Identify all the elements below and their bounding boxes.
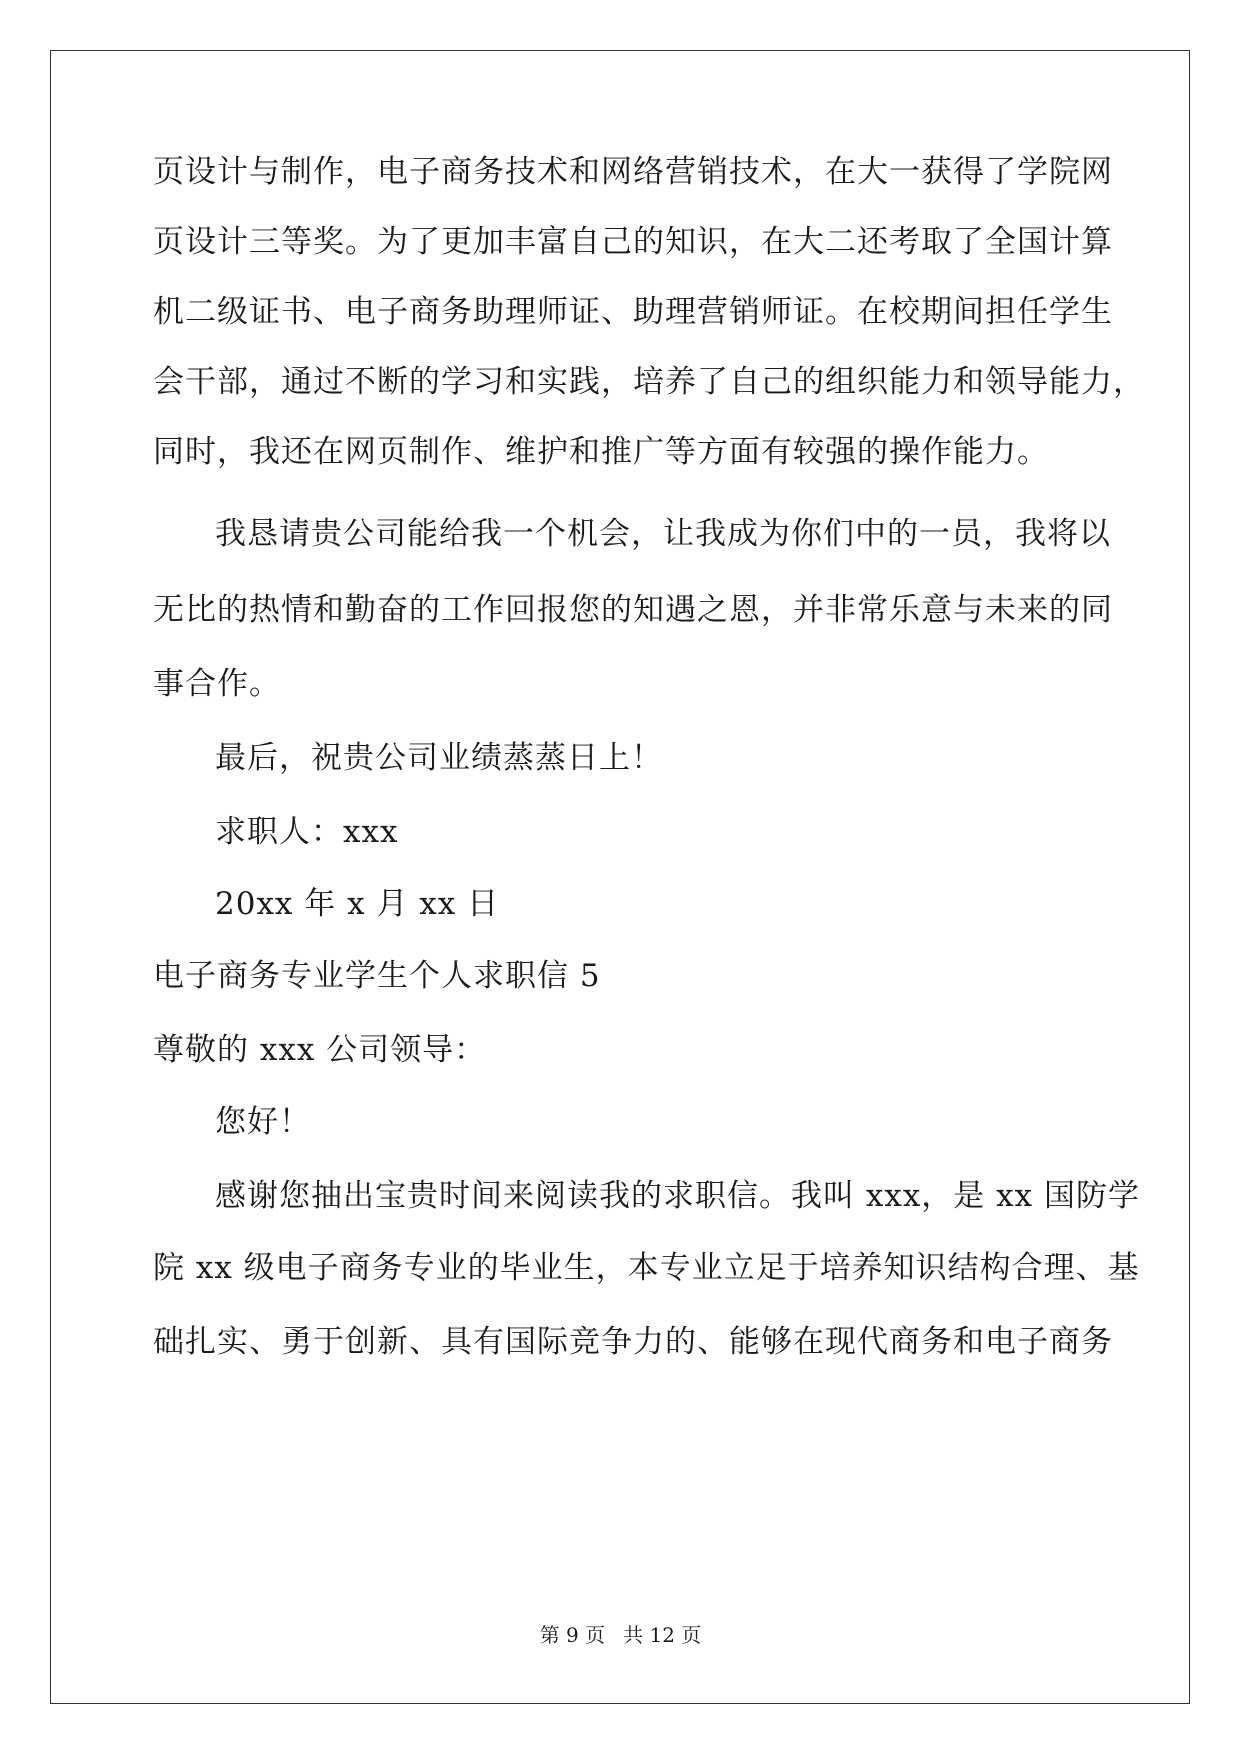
text-line: 机二级证书、电子商务助理师证、助理营销师证。在校期间担任学生 [153, 294, 1113, 330]
text-line: 感谢您抽出宝贵时间来阅读我的求职信。我叫 xxx，是 xx 国防学 [215, 1178, 1140, 1214]
text-line: 会干部，通过不断的学习和实践，培养了自己的组织能力和领导能力， [153, 364, 1145, 400]
salutation: 尊敬的 xxx 公司领导： [153, 1032, 487, 1068]
section-title: 电子商务专业学生个人求职信 5 [153, 958, 601, 994]
text-line: 院 xx 级电子商务专业的毕业生，本专业立足于培养知识结构合理、基 [153, 1250, 1140, 1286]
text-line: 同时，我还在网页制作、维护和推广等方面有较强的操作能力。 [153, 434, 1049, 470]
total-pages: 共 12 页 [623, 1623, 702, 1647]
text-line: 础扎实、勇于创新、具有国际竞争力的、能够在现代商务和电子商务 [153, 1324, 1113, 1360]
signature-line: 求职人：xxx [215, 814, 399, 850]
text-line: 最后，祝贵公司业绩蒸蒸日上！ [215, 740, 663, 776]
text-line: 我恳请贵公司能给我一个机会，让我成为你们中的一员，我将以 [215, 516, 1111, 552]
current-page-number: 第 9 页 [539, 1623, 606, 1647]
text-line: 事合作。 [153, 666, 281, 702]
page-footer [0, 1622, 1241, 1648]
greeting: 您好！ [215, 1104, 311, 1140]
text-line: 无比的热情和勤奋的工作回报您的知遇之恩，并非常乐意与未来的同 [153, 592, 1113, 628]
text-line: 页设计与制作，电子商务技术和网络营销技术，在大一获得了学院网 [153, 154, 1113, 190]
text-line: 页设计三等奖。为了更加丰富自己的知识，在大二还考取了全国计算 [153, 224, 1113, 260]
date-line: 20xx 年 x 月 xx 日 [215, 886, 500, 922]
